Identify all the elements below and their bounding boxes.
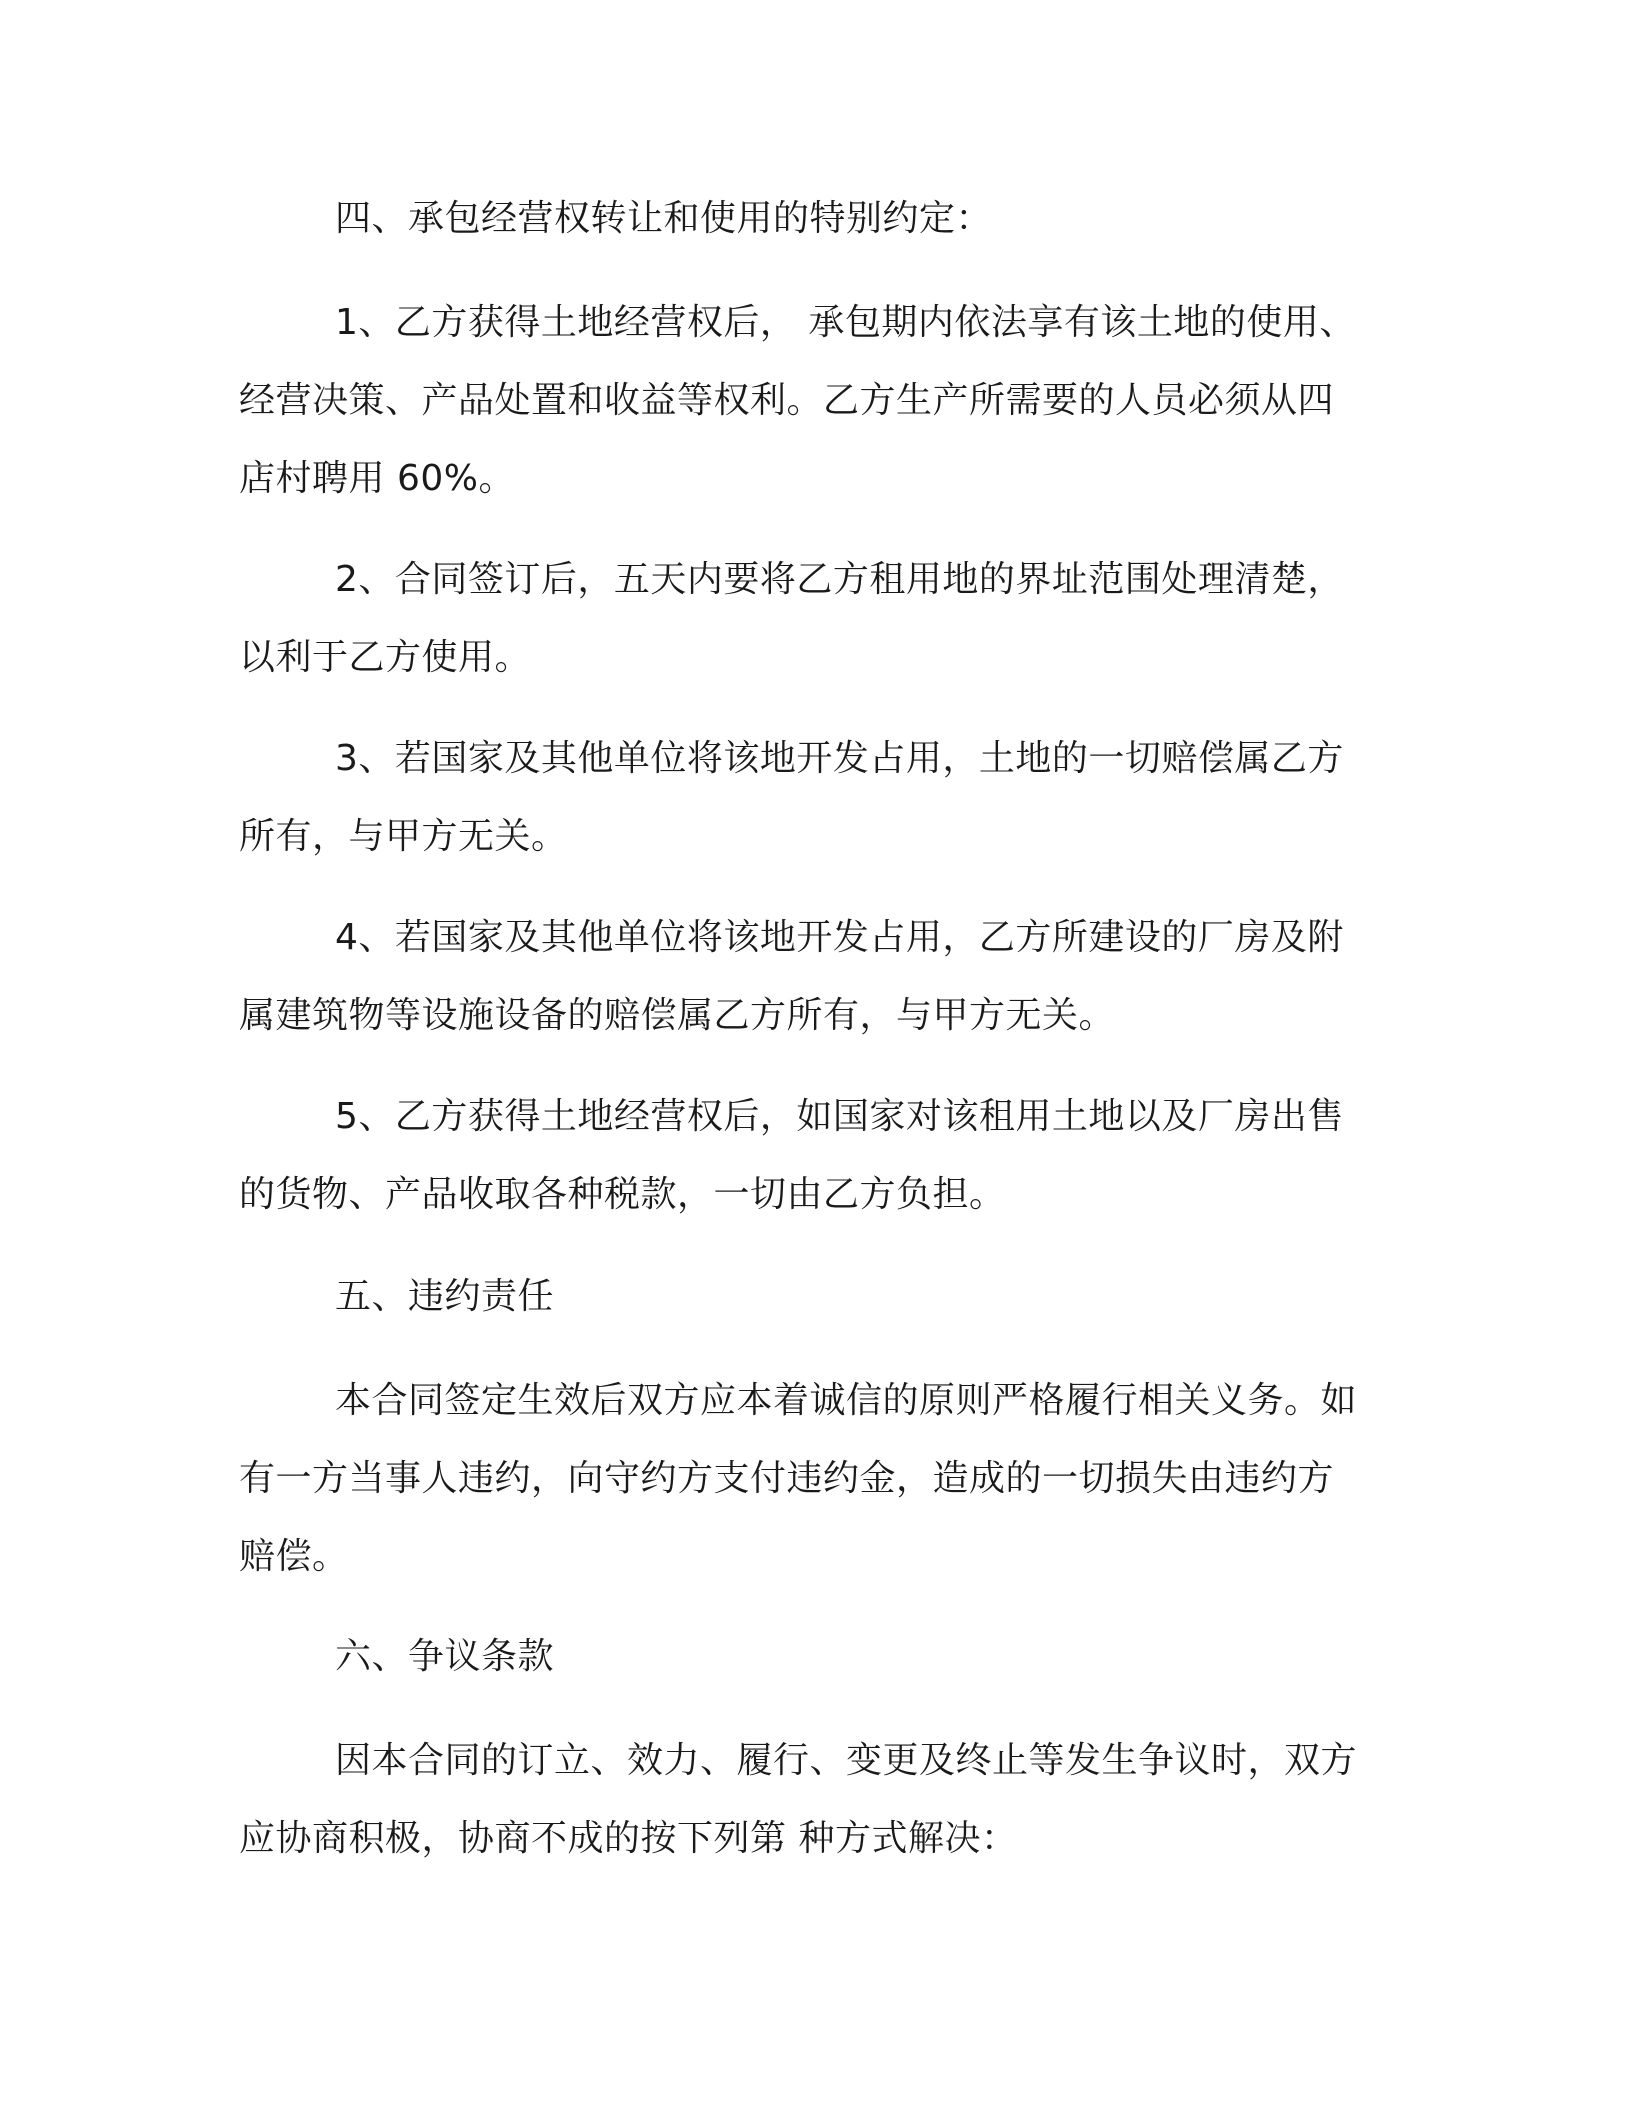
item-2-paragraph <box>239 541 1379 697</box>
paragraph-line: 赔偿。 <box>239 1536 349 1577</box>
section-heading: 六、争议条款 <box>335 1636 555 1677</box>
section6-heading <box>239 1618 1379 1696</box>
paragraph-line: 有一方当事人违约，向守约方支付违约金，造成的一切损失由违约方 <box>239 1458 1335 1499</box>
section-heading: 四、承包经营权转让和使用的特别约定： <box>335 198 993 239</box>
paragraph-line: 的货物、产品收取各种税款，一切由乙方负担。 <box>239 1174 1006 1215</box>
paragraph-line: 3、若国家及其他单位将该地开发占用，土地的一切赔偿属乙方 <box>335 738 1344 779</box>
paragraph-line: 4、若国家及其他单位将该地开发占用，乙方所建设的厂房及附 <box>335 917 1344 958</box>
paragraph-line: 2、合同签订后，五天内要将乙方租用地的界址范围处理清楚， <box>335 559 1344 600</box>
paragraph-line: 店村聘用 60%。 <box>239 458 515 499</box>
paragraph-line: 本合同签定生效后双方应本着诚信的原则严格履行相关义务。如 <box>335 1380 1358 1421</box>
section5-heading <box>239 1258 1379 1336</box>
paragraph-line: 经营决策、产品处置和收益等权利。乙方生产所需要的人员必须从四 <box>239 380 1335 421</box>
paragraph-line: 以利于乙方使用。 <box>239 637 532 678</box>
paragraph-line: 所有，与甲方无关。 <box>239 816 568 857</box>
paragraph-line: 属建筑物等设施设备的赔偿属乙方所有，与甲方无关。 <box>239 995 1116 1036</box>
section4-heading <box>239 180 1379 258</box>
paragraph-line: 5、乙方获得土地经营权后，如国家对该租用土地以及厂房出售 <box>335 1096 1344 1137</box>
paragraph-line: 应协商积极，协商不成的按下列第 种方式解决： <box>239 1818 1018 1859</box>
item-5-paragraph <box>239 1078 1379 1234</box>
section-heading: 五、违约责任 <box>335 1276 555 1317</box>
section6-paragraph <box>239 1722 1379 1878</box>
section5-paragraph <box>239 1362 1379 1596</box>
item-3-paragraph <box>239 720 1379 876</box>
item-4-paragraph <box>239 899 1379 1055</box>
paragraph-line: 1、乙方获得土地经营权后， 承包期内依法享有该土地的使用、 <box>335 302 1356 343</box>
item-1-paragraph <box>239 284 1379 518</box>
paragraph-line: 因本合同的订立、效力、履行、变更及终止等发生争议时，双方 <box>335 1740 1358 1781</box>
